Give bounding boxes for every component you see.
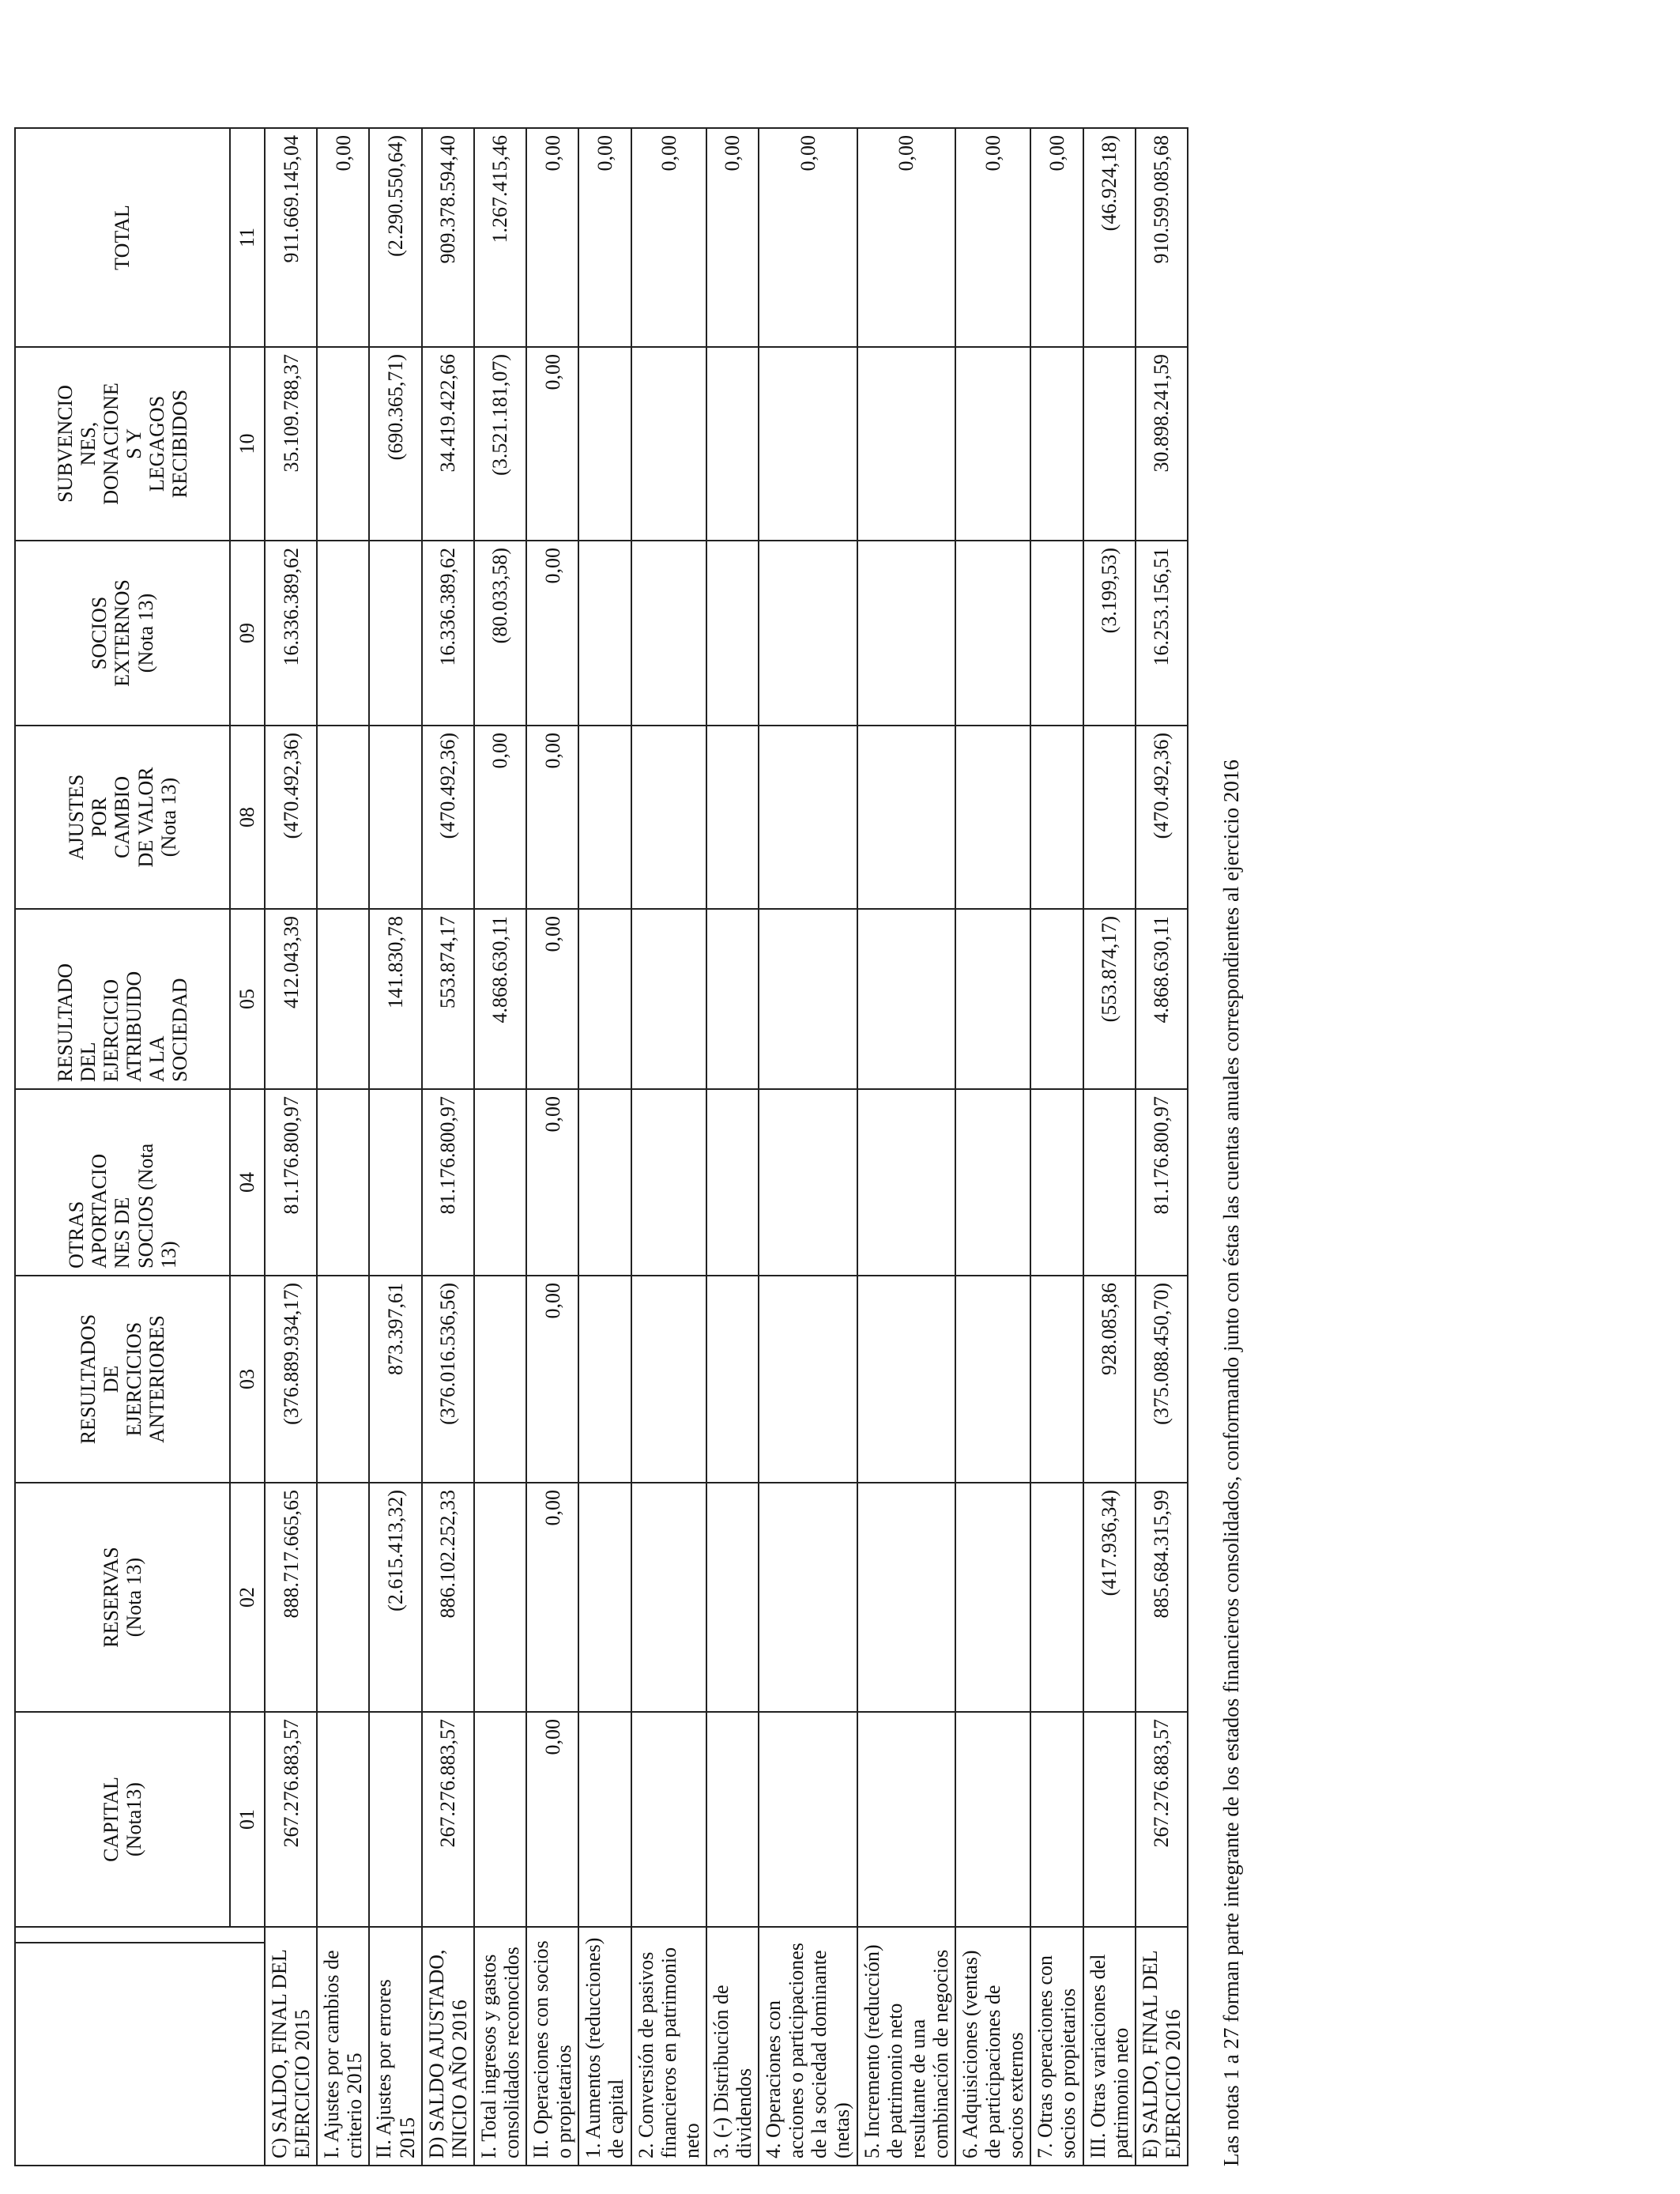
row-label: I. Ajustes por cambios de criterio 2015 [317,1927,369,2166]
row-label: III. Otras variaciones del patrimonio neto [1083,1927,1136,2166]
cell-socios [317,541,369,726]
cell-otras [369,1089,421,1276]
cell-subvenciones: 34.419.422,66 [422,347,474,541]
cell-total: 910.599.085,68 [1136,128,1188,347]
cell-otras: 81.176.800,97 [1136,1089,1188,1276]
cell-total: 909.378.594,40 [422,128,474,347]
cell-ajustes: (470.492,36) [1136,726,1188,909]
cell-capital: 267.276.883,57 [1136,1712,1188,1927]
cell-reservas [317,1483,369,1712]
cell-ajustes [759,726,857,909]
cell-subvenciones [631,347,706,541]
colnum-otras-aportaciones: 04 [230,1089,265,1276]
cell-otras [631,1089,706,1276]
cell-resultado [578,909,631,1089]
cell-ajustes [578,726,631,909]
cell-socios: (80.033,58) [474,541,526,726]
cell-res_ant [631,1276,706,1483]
cell-resultado: 0,00 [526,909,578,1089]
header-subvenciones: SUBVENCIO NES, DONACIONE S Y LEGAGOS RECIBIDOS [15,347,230,541]
cell-res_ant [317,1276,369,1483]
table-body [265,128,1188,2166]
cell-total: 0,00 [526,128,578,347]
cell-res_ant: (376.889.934,17) [265,1276,317,1483]
header-ajustes: AJUSTES POR CAMBIO DE VALOR (Nota 13) [15,726,230,909]
cell-resultado: 4.868.630,11 [474,909,526,1089]
header-capital: CAPITAL (Nota13) [15,1712,230,1927]
cell-resultado [317,909,369,1089]
table-row [526,128,578,2166]
cell-reservas: 888.717.665,65 [265,1483,317,1712]
header-total: TOTAL [15,128,230,347]
cell-otras: 81.176.800,97 [265,1089,317,1276]
cell-res_ant: 0,00 [526,1276,578,1483]
cell-res_ant [1030,1276,1083,1483]
cell-reservas [474,1483,526,1712]
cell-res_ant [759,1276,857,1483]
cell-ajustes: 0,00 [474,726,526,909]
cell-reservas [631,1483,706,1712]
cell-resultado [857,909,955,1089]
header-otras-aportaciones: OTRAS APORTACIO NES DE SOCIOS (Nota 13) [15,1089,230,1276]
cell-resultado [955,909,1030,1089]
cell-res_ant: 873.397,61 [369,1276,421,1483]
cell-socios [759,541,857,726]
cell-reservas [857,1483,955,1712]
cell-ajustes [369,726,421,909]
cell-socios: (3.199,53) [1083,541,1136,726]
cell-capital [631,1712,706,1927]
cell-capital [759,1712,857,1927]
table-row [706,128,759,2166]
cell-res_ant: (375.088.450,70) [1136,1276,1188,1483]
cell-otras [1030,1089,1083,1276]
cell-otras [706,1089,759,1276]
cell-otras [1083,1089,1136,1276]
column-number-row [230,128,265,2166]
cell-total: 0,00 [706,128,759,347]
colnum-subvenciones: 10 [230,347,265,541]
cell-socios [706,541,759,726]
row-label: C) SALDO, FINAL DEL EJERCICIO 2015 [265,1927,317,2166]
cell-resultado: (553.874,17) [1083,909,1136,1089]
row-label: 7. Otras operaciones con socios o propietarios [1030,1927,1083,2166]
cell-socios [1030,541,1083,726]
cell-subvenciones [706,347,759,541]
table-row [317,128,369,2166]
cell-subvenciones: 30.898.241,59 [1136,347,1188,541]
header-socios-externos: SOCIOS EXTERNOS (Nota 13) [15,541,230,726]
cell-total: 0,00 [578,128,631,347]
table-row [578,128,631,2166]
cell-capital [578,1712,631,1927]
cell-socios [578,541,631,726]
cell-capital [1030,1712,1083,1927]
cell-total: 0,00 [317,128,369,347]
cell-capital [317,1712,369,1927]
cell-reservas [578,1483,631,1712]
cell-res_ant [474,1276,526,1483]
header-resultado-ejercicio: RESULTADO DEL EJERCICIO ATRIBUIDO A LA SOCIEDAD [15,909,230,1089]
cell-total: 0,00 [857,128,955,347]
cell-ajustes [1030,726,1083,909]
cell-socios: 16.336.389,62 [265,541,317,726]
cell-capital: 267.276.883,57 [265,1712,317,1927]
table-row [265,128,317,2166]
table-row [857,128,955,2166]
cell-total: 911.669.145,04 [265,128,317,347]
cell-res_ant [706,1276,759,1483]
cell-otras: 81.176.800,97 [422,1089,474,1276]
cell-subvenciones [955,347,1030,541]
cell-subvenciones [578,347,631,541]
row-label: II. Ajustes por errores 2015 [369,1927,421,2166]
colnum-capital: 01 [230,1712,265,1927]
row-label: I. Total ingresos y gastos consolidados reconocidos [474,1927,526,2166]
row-label: 4. Operaciones con acciones o participaciones de la sociedad dominante (netas) [759,1927,857,2166]
cell-socios [369,541,421,726]
cell-total: 1.267.415,46 [474,128,526,347]
cell-capital [474,1712,526,1927]
cell-otras [857,1089,955,1276]
table-row [1030,128,1083,2166]
header-row [15,128,230,2166]
cell-total: 0,00 [955,128,1030,347]
table-row [955,128,1030,2166]
cell-ajustes: (470.492,36) [265,726,317,909]
cell-capital [706,1712,759,1927]
cell-otras [759,1089,857,1276]
table-row [369,128,421,2166]
cell-socios: 0,00 [526,541,578,726]
cell-socios: 16.336.389,62 [422,541,474,726]
cell-res_ant: (376.016.536,56) [422,1276,474,1483]
row-label: 1. Aumentos (reducciones) de capital [578,1927,631,2166]
cell-otras [474,1089,526,1276]
cell-resultado [1030,909,1083,1089]
cell-resultado [759,909,857,1089]
row-label: II. Operaciones con socios o propietarios [526,1927,578,2166]
cell-total: (46.924,18) [1083,128,1136,347]
table-row [1136,128,1188,2166]
colnum-resultados-anteriores: 03 [230,1276,265,1483]
table-row [759,128,857,2166]
row-label: 6. Adquisiciones (ventas) de participaciones de socios externos [955,1927,1030,2166]
cell-socios: 16.253.156,51 [1136,541,1188,726]
table-row [1083,128,1136,2166]
cell-capital: 0,00 [526,1712,578,1927]
cell-capital: 267.276.883,57 [422,1712,474,1927]
cell-reservas [759,1483,857,1712]
cell-reservas [955,1483,1030,1712]
table-row [631,128,706,2166]
cell-subvenciones: 35.109.788,37 [265,347,317,541]
cell-otras: 0,00 [526,1089,578,1276]
cell-socios [857,541,955,726]
cell-resultado [706,909,759,1089]
header-reservas: RESERVAS (Nota 13) [15,1483,230,1712]
cell-resultado: 141.830,78 [369,909,421,1089]
cell-reservas: 886.102.252,33 [422,1483,474,1712]
cell-subvenciones: (3.521.181,07) [474,347,526,541]
header-spacer [15,1927,265,1943]
cell-total: (2.290.550,64) [369,128,421,347]
cell-subvenciones [1030,347,1083,541]
cell-subvenciones [1083,347,1136,541]
cell-total: 0,00 [759,128,857,347]
row-label: 2. Conversión de pasivos financieros en patrimonio neto [631,1927,706,2166]
cell-ajustes [631,726,706,909]
cell-otras [578,1089,631,1276]
cell-reservas: (417.936,34) [1083,1483,1136,1712]
colnum-reservas: 02 [230,1483,265,1712]
cell-ajustes [706,726,759,909]
header-blank [15,1943,265,2166]
row-label: D) SALDO AJUSTADO, INICIO AÑO 2016 [422,1927,474,2166]
cell-res_ant [857,1276,955,1483]
cell-subvenciones: (690.365,71) [369,347,421,541]
cell-reservas [706,1483,759,1712]
footnote: Las notas 1 a 27 forman parte integrante de los estados financieros consolidados, conformando junto con éstas las cuentas anuales correspondientes al ejercicio 2016 [1219,760,1243,2166]
cell-resultado: 553.874,17 [422,909,474,1089]
cell-total: 0,00 [1030,128,1083,347]
table-row [474,128,526,2166]
cell-resultado [631,909,706,1089]
cell-subvenciones [857,347,955,541]
cell-ajustes: 0,00 [526,726,578,909]
row-label: 5. Incremento (reducción) de patrimonio neto resultante de una combinación de negocios [857,1927,955,2166]
cell-otras [317,1089,369,1276]
cell-capital [955,1712,1030,1927]
cell-ajustes: (470.492,36) [422,726,474,909]
colnum-socios-externos: 09 [230,541,265,726]
cell-reservas: 0,00 [526,1483,578,1712]
row-label: E) SALDO, FINAL DEL EJERCICIO 2016 [1136,1927,1188,2166]
cell-subvenciones [317,347,369,541]
row-label: 3. (-) Distribución de dividendos [706,1927,759,2166]
cell-socios [955,541,1030,726]
table-row [422,128,474,2166]
cell-res_ant: 928.085,86 [1083,1276,1136,1483]
cell-ajustes [1083,726,1136,909]
cell-reservas: 885.684.315,99 [1136,1483,1188,1712]
cell-subvenciones: 0,00 [526,347,578,541]
colnum-total: 11 [230,128,265,347]
colnum-resultado-ejercicio: 05 [230,909,265,1089]
cell-res_ant [955,1276,1030,1483]
cell-capital [857,1712,955,1927]
cell-ajustes [857,726,955,909]
colnum-ajustes: 08 [230,726,265,909]
cell-reservas [1030,1483,1083,1712]
cell-total: 0,00 [631,128,706,347]
cell-ajustes [317,726,369,909]
cell-otras [955,1089,1030,1276]
cell-capital [369,1712,421,1927]
cell-res_ant [578,1276,631,1483]
equity-statement-table [14,127,1188,2166]
header-resultados-anteriores: RESULTADOS DE EJERCICIOS ANTERIORES [15,1276,230,1483]
cell-capital [1083,1712,1136,1927]
cell-ajustes [955,726,1030,909]
cell-subvenciones [759,347,857,541]
cell-reservas: (2.615.413,32) [369,1483,421,1712]
cell-resultado: 412.043,39 [265,909,317,1089]
cell-resultado: 4.868.630,11 [1136,909,1188,1089]
cell-socios [631,541,706,726]
